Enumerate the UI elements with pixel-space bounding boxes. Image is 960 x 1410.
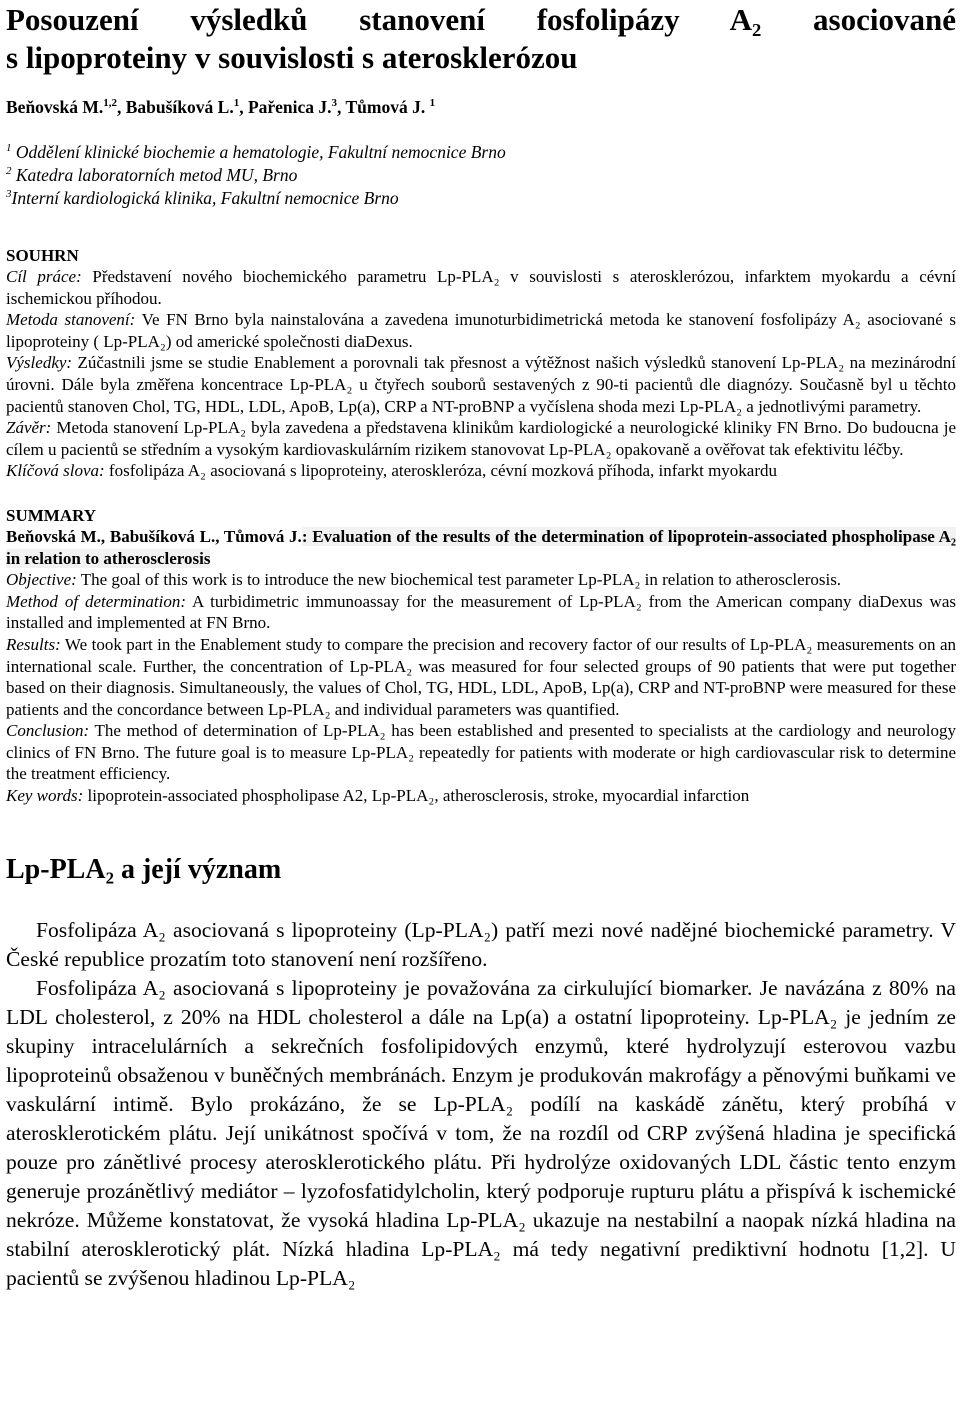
summary-title-text: : Evaluation of the results of the determination of lipoprotein-associated phospholipase A₂ in relation to atherosclerosis: [6, 526, 957, 568]
author-name: Beňovská M.: [6, 97, 104, 117]
section-paragraph: Fosfolipáza A₂ asociovaná s lipoproteiny je považována za cirkulující biomarker. Je navázána z 80% na LDL cholesterol, z 20% na HDL cholesterol a dále na Lp(a) a ostatní lipoproteiny. Lp-PLA₂ je jedním ze skupiny intracelulárních a sekrečních fosfolipidových enzymů, které hydrolyzují esterovou vazbu lipoproteinů obsaženou v buněčných membránách. Enzym je produkován makrofágy a pěnovými buňkami ve vaskulární intimě. Bylo prokázáno, že se Lp-PLA₂ podílí na kaskádě zánětu, který probíhá v aterosklerotickém plátu. Její unikátnost spočívá v tom, že na rozdíl od CRP zvýšená hladina je specifická pouze pro zánětlivé procesy aterosklerotického plátu. Při hydrolýze oxidovaných LDL částic tento enzym generuje prozánětlivý mediátor – lyzofosfatidylcholin, který podporuje rupturu plátu a přispívá k ischemické nekróze. Můžeme konstatovat, že vysoká hladina Lp-PLA₂ ukazuje na nestabilní a naopak nízká hladina na stabilní aterosklerotický plát. Nízká hladina Lp-PLA₂ má tedy negativní prediktivní hodnotu [1,2]. U pacientů se zvýšenou hladinou Lp-PLA₂: [6, 975, 956, 1290]
section-paragraph: Fosfolipáza A₂ asociovaná s lipoproteiny (Lp-PLA₂) patří mezi nové nadějné biochemické parametry. V České republice prozatím toto stanovení není rozšířeno.: [6, 917, 956, 971]
paper-title-line-2: s lipoproteiny v souvislosti s aterosklerózou: [6, 40, 578, 75]
author-affiliation-mark: 1: [233, 97, 240, 110]
souhrn-body: [6, 266, 956, 482]
souhrn-heading: SOUHRN: [6, 246, 79, 265]
affiliation-text: Interní kardiologická klinika, Fakultní nemocnice Brno: [11, 188, 399, 208]
author-list: [6, 96, 956, 118]
summary-conclusion: [6, 720, 956, 785]
affiliation-item: [6, 164, 956, 187]
summary-title: [6, 526, 956, 569]
souhrn-klicova-slova: [6, 460, 956, 482]
text: A turbidimetric immunoassay for the measurement of Lp-PLA₂ from the American company diaDexus was installed and implemented at FN Brno.: [6, 591, 956, 633]
text: Ve FN Brno byla nainstalována a zavedena imunoturbidimetrická metoda ke stanovení fosfolipázy A₂ asociované s lipoproteiny ( Lp-PLA₂) od americké společnosti diaDexus.: [6, 310, 956, 351]
summary-method: [6, 591, 956, 634]
author-affiliation-mark: 1,2: [103, 97, 117, 110]
souhrn-zaver: [6, 417, 956, 460]
souhrn-cil: [6, 266, 956, 309]
text: Metoda stanovení Lp-PLA₂ byla zavedena a představena klinikům kardiologické a neurologické kliniky FN Brno. Do budoucna je cílem u pacientů se středním a vysokým kardiovaskulárním rizikem stanovovat Lp-PLA₂ opakovaně a ověřovat tak efektivitu léčby.: [6, 418, 956, 459]
summary-results: [6, 634, 956, 720]
author-name: , Pařenica J.: [239, 97, 332, 117]
affiliation-text: Oddělení klinické biochemie a hematologie, Fakultní nemocnice Brno: [11, 142, 506, 162]
label: Metoda stanovení:: [6, 310, 136, 330]
paper-title-line-1: Posouzení výsledků stanovení fosfolipázy A₂ asociované: [6, 2, 956, 37]
section-body: [6, 916, 956, 1293]
affiliation-item: [6, 141, 956, 164]
label: Conclusion:: [6, 721, 90, 741]
section-heading: Lp-PLA₂ a její význam: [6, 853, 282, 885]
label: Závěr:: [6, 418, 52, 438]
affiliation-number: 2: [6, 165, 12, 178]
affiliation-list: [6, 141, 956, 210]
text: Zúčastnili jsme se studie Enablement a porovnali tak přesnost a výtěžnost našich výsledků stanovení Lp-PLA₂ na mezinárodní úrovni. Dále byla změřena koncentrace Lp-PLA₂ u čtyřech souborů sestavených z 90-ti pacientů dle diagnózy. Současně byl u těchto pacientů stanoven Chol, TG, HDL, LDL, ApoB, Lp(a), CRP a NT-proBNP a vyčíslena shoda mezi Lp-PLA₂ a jednotlivými parametry.: [6, 353, 956, 416]
text: fosfolipáza A₂ asociovaná s lipoproteiny, ateroskleróza, cévní mozková příhoda, infarkt myokardu: [104, 461, 778, 481]
souhrn-metoda: [6, 309, 956, 352]
summary-body: [6, 526, 956, 807]
affiliation-number: 1: [6, 142, 12, 155]
author-affiliation-mark: 1: [429, 97, 436, 110]
summary-authors: Beňovská M., Babušíková L., Tůmová J.: [6, 526, 302, 546]
summary-objective: [6, 569, 956, 591]
summary-heading: SUMMARY: [6, 505, 97, 525]
affiliation-item: [6, 187, 956, 210]
label: Objective:: [6, 570, 77, 590]
summary-keywords: [6, 785, 956, 807]
author-affiliation-mark: 3: [331, 97, 338, 110]
label: Key words:: [6, 786, 84, 806]
label: Výsledky:: [6, 353, 73, 373]
affiliation-number: 3: [6, 188, 12, 201]
souhrn-vysledky: [6, 352, 956, 417]
text: lipoprotein-associated phospholipase A2, Lp-PLA₂, atherosclerosis, stroke, myocardial infarction: [83, 786, 750, 806]
affiliation-text: Katedra laboratorních metod MU, Brno: [11, 165, 298, 185]
label: Method of determination:: [6, 591, 186, 611]
label: Cíl práce:: [6, 267, 82, 286]
label: Klíčová slova:: [6, 461, 105, 481]
text: Představení nového biochemického parametru Lp-PLA₂ v souvislosti s aterosklerózou, infarktem myokardu a cévní ischemickou příhodou.: [6, 267, 957, 308]
author-name: , Tůmová J.: [337, 97, 426, 117]
text: The goal of this work is to introduce the new biochemical test parameter Lp-PLA₂ in relation to atherosclerosis.: [76, 570, 842, 590]
text: We took part in the Enablement study to compare the precision and recovery factor of our results of Lp-PLA₂ measurements on an international scale. Further, the concentration of Lp-PLA₂ was measured for four selected groups of 90 patients that were put together based on their diagnosis. Simultaneously, the values of Chol, TG, HDL, LDL, ApoB, Lp(a), CRP and NT-proBNP were measured for these patients and the concordance between Lp-PLA₂ and individual parameters was quantified.: [6, 634, 956, 719]
label: Results:: [6, 634, 61, 654]
text: The method of determination of Lp-PLA₂ has been established and presented to specialists at the cardiology and neurology clinics of FN Brno. The future goal is to measure Lp-PLA₂ repeatedly for patients with moderate or high cardiovascular risk to determine the treatment efficiency.: [6, 721, 956, 784]
author-name: , Babušíková L.: [116, 97, 234, 117]
